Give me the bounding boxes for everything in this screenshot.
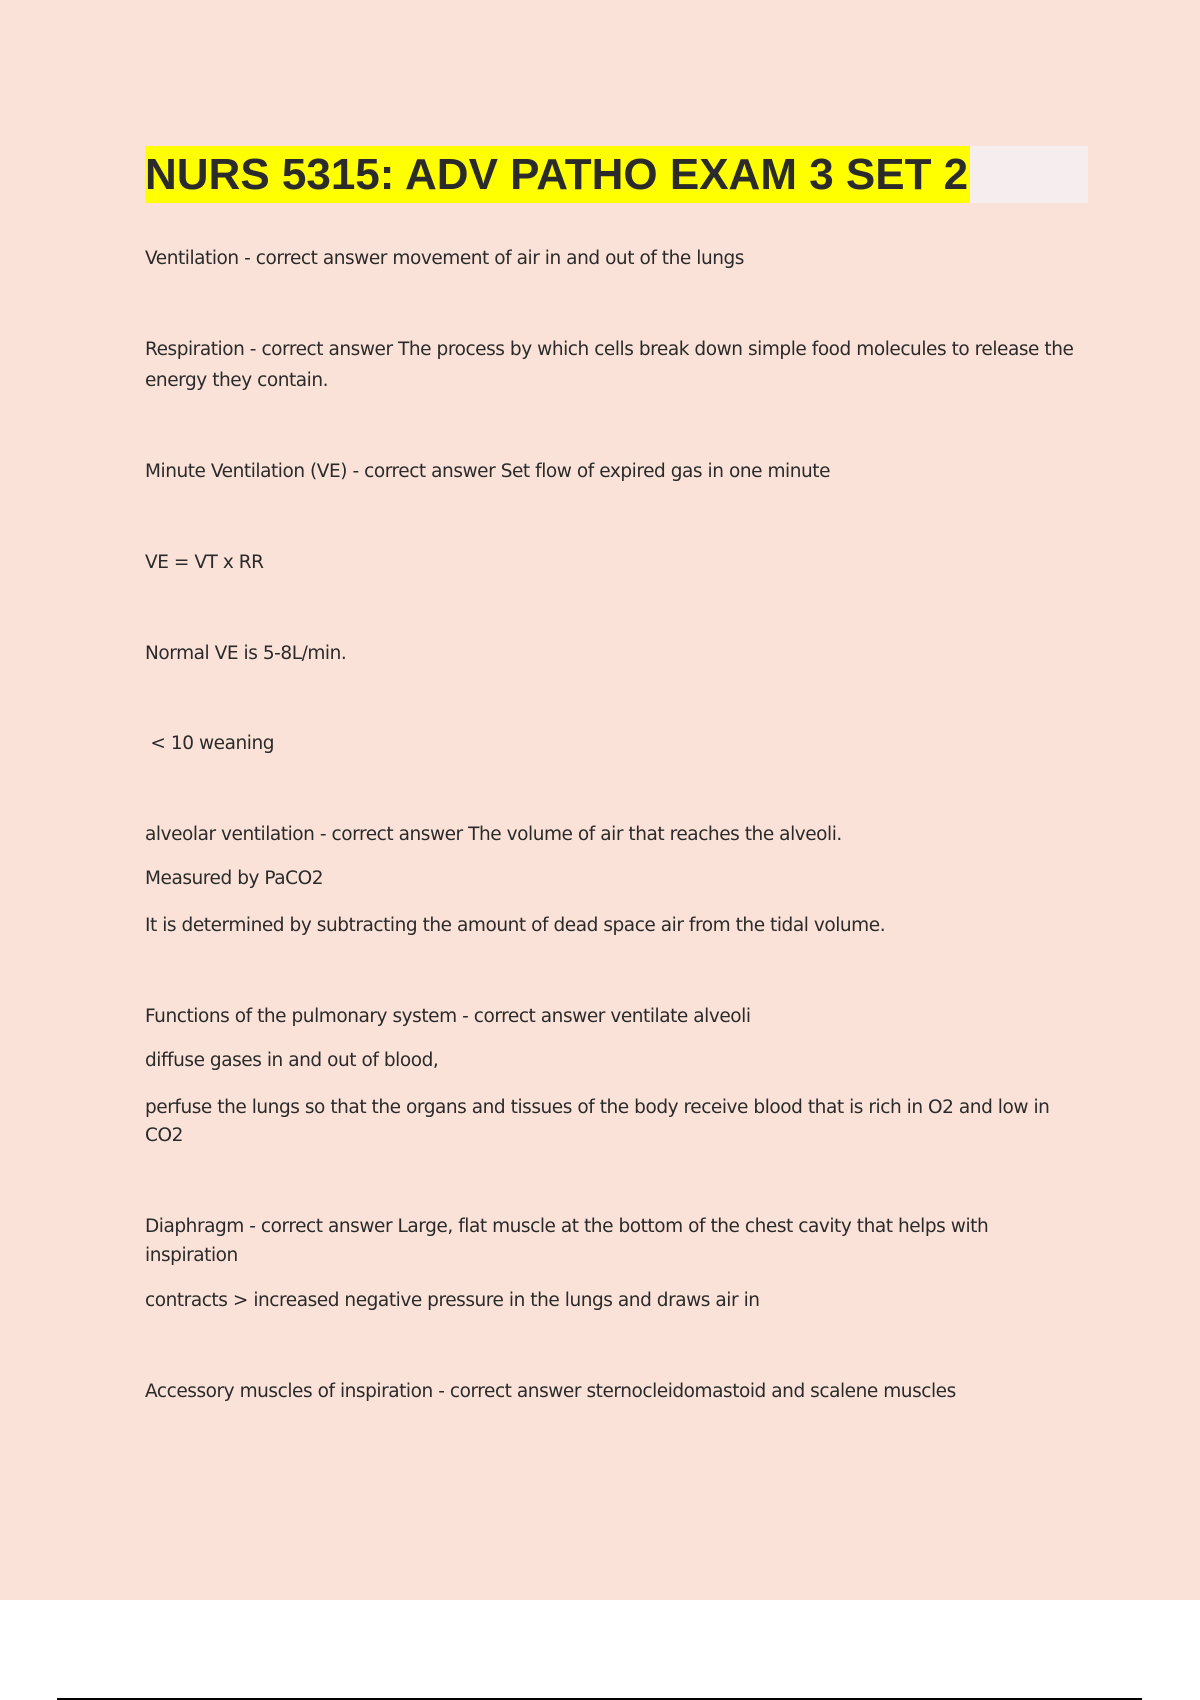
text-line: inspiration [145,1245,238,1266]
text-line: Measured by PaCO2 [145,868,324,889]
title-block [145,146,1088,203]
text-line: contracts > increased negative pressure in the lungs and draws air in [145,1290,760,1311]
text-line: Minute Ventilation (VE) - correct answer Set flow of expired gas in one minute [145,461,831,482]
text-line: VE = VT x RR [145,552,264,573]
text-line: Accessory muscles of inspiration - correct answer sternocleidomastoid and scalene muscles [145,1381,956,1402]
text-line: diffuse gases in and out of blood, [145,1050,439,1071]
text-line: alveolar ventilation - correct answer The volume of air that reaches the alveoli. [145,824,842,845]
text-line: Respiration - correct answer The process by which cells break down simple food molecules to release the [145,339,1074,360]
text-line: Functions of the pulmonary system - correct answer ventilate alveoli [145,1006,751,1027]
text-line: Ventilation - correct answer movement of air in and out of the lungs [145,248,744,269]
text-line: perfuse the lungs so that the organs and tissues of the body receive blood that is rich in O2 and low in [145,1097,1050,1118]
text-line: energy they contain. [145,370,329,391]
text-line: CO2 [145,1125,183,1146]
text-line: Diaphragm - correct answer Large, flat muscle at the bottom of the chest cavity that helps with [145,1216,989,1237]
document-title: NURS 5315: ADV PATHO EXAM 3 SET 2 [145,146,970,203]
text-line: It is determined by subtracting the amount of dead space air from the tidal volume. [145,915,886,936]
text-line: < 10 weaning [145,733,275,754]
text-line: Normal VE is 5-8L/min. [145,643,347,664]
